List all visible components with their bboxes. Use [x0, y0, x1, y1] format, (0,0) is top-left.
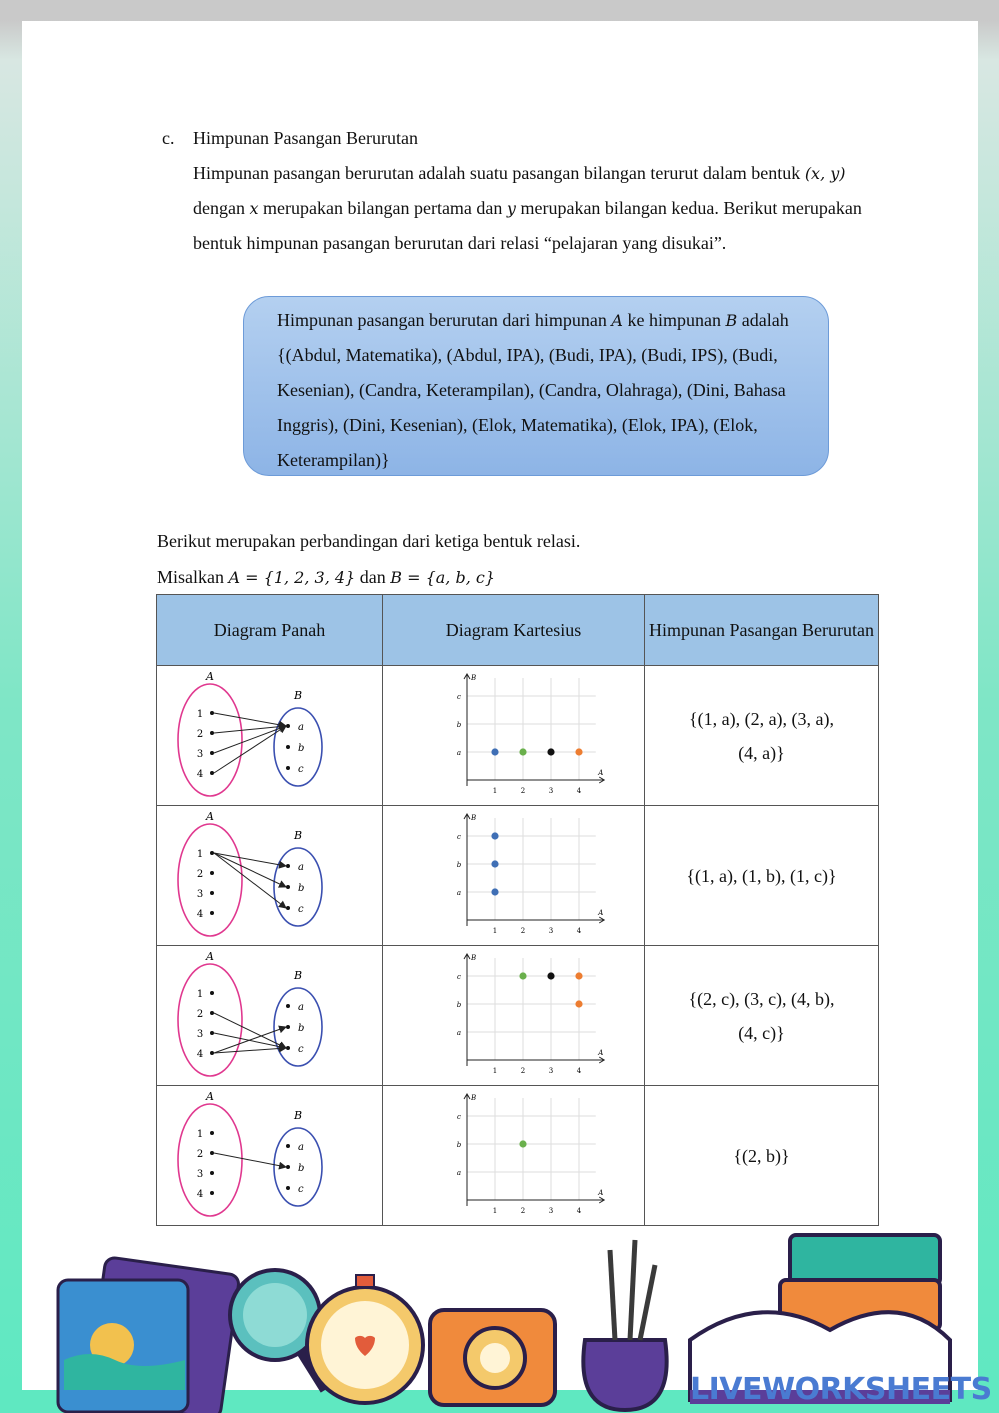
set-a-label: A [205, 950, 214, 963]
data-point [519, 1140, 526, 1147]
y-tick-label: a [456, 1029, 461, 1037]
domain-dot [210, 1151, 214, 1155]
relation-arrow [214, 713, 286, 726]
arrow-diagram [170, 1088, 370, 1218]
data-point [491, 860, 498, 867]
codomain-dot [286, 724, 290, 728]
arrow-diagram [170, 808, 370, 938]
codomain-label: b [297, 1163, 304, 1174]
x-tick-label: 2 [520, 1207, 525, 1215]
cartesian-diagram [429, 668, 603, 798]
comparison-intro [157, 523, 580, 596]
domain-dot [210, 891, 214, 895]
domain-label: 2 [196, 1009, 203, 1020]
cartesian-diagram [429, 1088, 603, 1218]
domain-label: 1 [196, 849, 203, 860]
domain-label: 3 [196, 889, 203, 900]
x-tick-label: 1 [492, 927, 497, 935]
domain-dot [210, 911, 214, 915]
domain-label: 1 [196, 1129, 203, 1140]
codomain-dot [286, 885, 290, 889]
table-row [157, 666, 879, 806]
codomain-dot [286, 1165, 290, 1169]
set-a-oval [178, 684, 242, 796]
data-point [547, 748, 554, 755]
data-point [491, 748, 498, 755]
codomain-dot [286, 745, 290, 749]
camera-illustration [430, 1310, 555, 1405]
section-heading: Himpunan Pasangan Berurutan [193, 128, 418, 148]
domain-label: 4 [196, 1189, 203, 1200]
data-point [547, 972, 554, 979]
domain-label: 1 [196, 709, 203, 720]
codomain-label: b [297, 743, 304, 754]
arrow-diagram [170, 948, 370, 1078]
stopwatch-illustration [307, 1275, 423, 1403]
set-a-label: A [205, 1090, 214, 1103]
codomain-label: a [297, 722, 304, 733]
relation-arrow [214, 726, 286, 773]
ordered-pairs-cell: {(2, c), (3, c), (4, b), (4, c)} [645, 946, 879, 1086]
codomain-dot [286, 1025, 290, 1029]
relation-arrow [214, 853, 286, 866]
set-a-label: A [205, 810, 214, 823]
y-tick-label: c [456, 1113, 461, 1121]
x-tick-label: 3 [548, 927, 553, 935]
codomain-label: b [297, 1023, 304, 1034]
codomain-dot [286, 766, 290, 770]
domain-label: 2 [196, 729, 203, 740]
domain-label: 2 [196, 869, 203, 880]
y-tick-label: b [456, 1001, 461, 1009]
ordered-pairs-cell: {(1, a), (1, b), (1, c)} [645, 806, 879, 946]
domain-dot [210, 751, 214, 755]
codomain-label: a [297, 862, 304, 873]
domain-label: 4 [196, 769, 203, 780]
codomain-dot [286, 864, 290, 868]
domain-dot [210, 851, 214, 855]
header-arrow-diagram: Diagram Panah [157, 595, 383, 666]
data-point [519, 972, 526, 979]
data-point [575, 1000, 582, 1007]
y-tick-label: a [456, 749, 461, 757]
domain-label: 3 [196, 749, 203, 760]
domain-label: 3 [196, 1029, 203, 1040]
x-axis-label: A [597, 1049, 603, 1057]
codomain-dot [286, 1144, 290, 1148]
domain-dot [210, 1171, 214, 1175]
y-tick-label: c [456, 973, 461, 981]
domain-dot [210, 711, 214, 715]
worksheet-page [22, 21, 978, 1413]
data-point [519, 748, 526, 755]
x-tick-label: 2 [520, 1067, 525, 1075]
y-tick-label: b [456, 861, 461, 869]
domain-dot [210, 731, 214, 735]
cartesian-diagram [429, 808, 603, 938]
domain-dot [210, 771, 214, 775]
codomain-label: c [297, 764, 304, 775]
y-tick-label: c [456, 693, 461, 701]
x-tick-label: 3 [548, 1207, 553, 1215]
photo-cards-illustration [58, 1257, 240, 1413]
section-label: c. [162, 128, 175, 148]
x-tick-label: 4 [576, 1067, 581, 1075]
domain-dot [210, 1191, 214, 1195]
codomain-label: c [297, 1184, 304, 1195]
table-header-row [157, 595, 879, 666]
x-tick-label: 3 [548, 1067, 553, 1075]
ordered-pairs-cell: {(2, b)} [645, 1086, 879, 1226]
data-point [575, 972, 582, 979]
y-tick-label: b [456, 721, 461, 729]
vase-illustration [583, 1240, 666, 1410]
ordered-pairs-callout: Himpunan pasangan berurutan dari himpunan A ke himpunan B adalah {(Abdul, Matematika), (Abdul, IPA), (Budi, IPA), (Budi, IPS), (Budi, Kesenian), (Candra, Keterampilan), (Candra, Olahraga), (Dini, Bahasa Inggris), (Dini, Kesenian), (Elok, Matematika), (Elok, IPA), (Elok, Keterampilan)} [243, 296, 829, 476]
set-a-label: A [205, 670, 214, 683]
codomain-dot [286, 906, 290, 910]
y-axis-label: B [470, 954, 476, 962]
set-a-oval [178, 824, 242, 936]
y-tick-label: a [456, 1169, 461, 1177]
domain-dot [210, 1011, 214, 1015]
y-axis-label: B [470, 1094, 476, 1102]
x-tick-label: 4 [576, 927, 581, 935]
intro-line-2: Misalkan A = {1, 2, 3, 4} dan B = {a, b, c} [157, 567, 496, 587]
arrow-diagram [170, 668, 370, 798]
domain-dot [210, 1031, 214, 1035]
domain-label: 3 [196, 1169, 203, 1180]
codomain-label: a [297, 1002, 304, 1013]
x-tick-label: 1 [492, 1207, 497, 1215]
cartesian-diagram [429, 948, 603, 1078]
relation-comparison-table [156, 594, 879, 1226]
set-a-oval [178, 1104, 242, 1216]
set-b-label: B [293, 689, 302, 702]
domain-label: 4 [196, 1049, 203, 1060]
codomain-label: c [297, 1044, 304, 1055]
domain-dot [210, 1051, 214, 1055]
y-tick-label: c [456, 833, 461, 841]
data-point [491, 888, 498, 895]
table-row [157, 946, 879, 1086]
header-cartesian-diagram: Diagram Kartesius [383, 595, 645, 666]
x-tick-label: 1 [492, 1067, 497, 1075]
codomain-dot [286, 1004, 290, 1008]
set-b-label: B [293, 829, 302, 842]
x-tick-label: 2 [520, 927, 525, 935]
y-tick-label: b [456, 1141, 461, 1149]
codomain-dot [286, 1186, 290, 1190]
section-paragraph: Himpunan pasangan berurutan adalah suatu pasangan bilangan terurut dalam bentuk (x, y) dengan x merupakan bilangan pertama dan y merupakan bilangan kedua. Berikut merupakan bentuk himpunan pasangan berurutan dari relasi “pelajaran yang disukai”. [193, 163, 862, 253]
y-tick-label: a [456, 889, 461, 897]
header-ordered-pairs: Himpunan Pasangan Berurutan [645, 595, 879, 666]
codomain-label: c [297, 904, 304, 915]
x-tick-label: 2 [520, 787, 525, 795]
set-b-label: B [293, 969, 302, 982]
table-row [157, 806, 879, 946]
codomain-label: b [297, 883, 304, 894]
x-tick-label: 3 [548, 787, 553, 795]
domain-dot [210, 991, 214, 995]
x-axis-label: A [597, 1189, 603, 1197]
codomain-dot [286, 1046, 290, 1050]
codomain-label: a [297, 1142, 304, 1153]
intro-line-1: Berikut merupakan perbandingan dari ketiga bentuk relasi. [157, 531, 581, 551]
relation-arrow [214, 853, 286, 887]
set-a-oval [178, 964, 242, 1076]
x-tick-label: 4 [576, 787, 581, 795]
domain-dot [210, 1131, 214, 1135]
liveworksheets-watermark: LIVEWORKSHEETS [690, 1372, 992, 1407]
domain-label: 2 [196, 1149, 203, 1160]
y-axis-label: B [470, 814, 476, 822]
domain-label: 4 [196, 909, 203, 920]
x-axis-label: A [597, 769, 603, 777]
set-b-label: B [293, 1109, 302, 1122]
x-tick-label: 4 [576, 1207, 581, 1215]
data-point [491, 832, 498, 839]
x-axis-label: A [597, 909, 603, 917]
domain-label: 1 [196, 989, 203, 1000]
relation-arrow [214, 853, 286, 908]
data-point [575, 748, 582, 755]
y-axis-label: B [470, 674, 476, 682]
domain-dot [210, 871, 214, 875]
ordered-pairs-cell: {(1, a), (2, a), (3, a), (4, a)} [645, 666, 879, 806]
table-row [157, 1086, 879, 1226]
x-tick-label: 1 [492, 787, 497, 795]
